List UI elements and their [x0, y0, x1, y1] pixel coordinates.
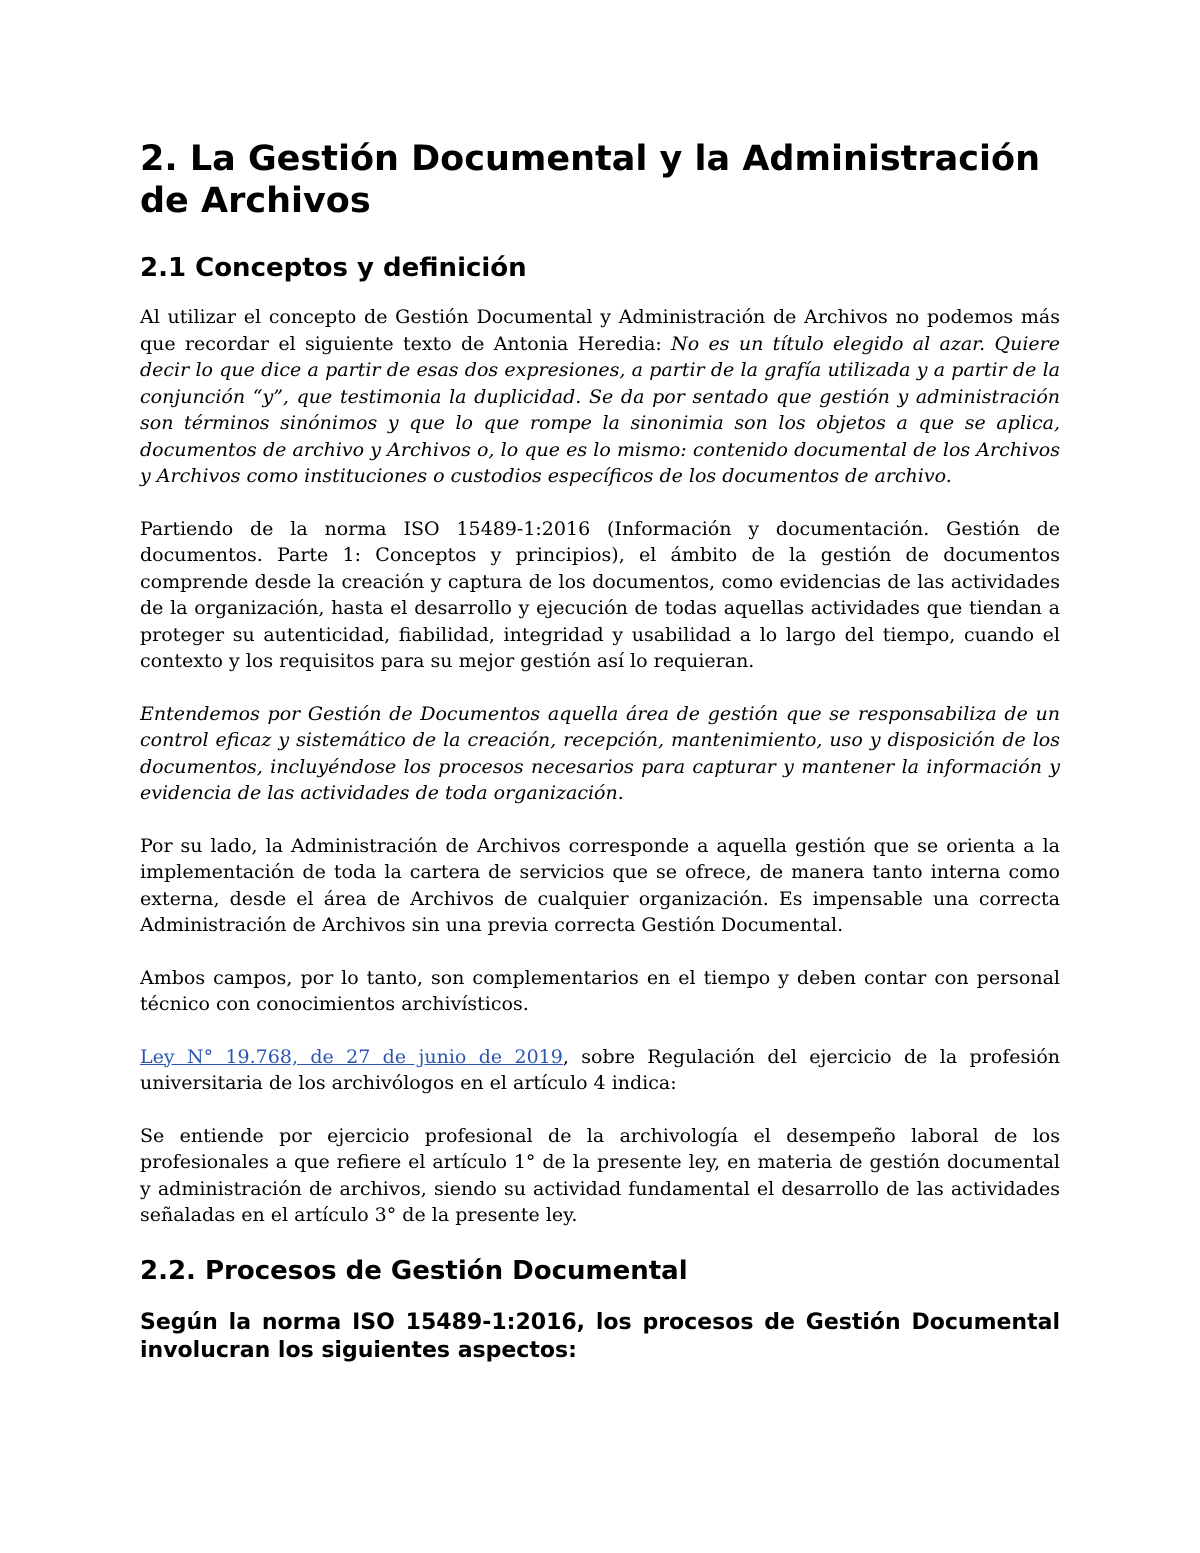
- paragraph-iso-norma: Partiendo de la norma ISO 15489-1:2016 (Información y documentación. Gestión de documentos. Parte 1: Conceptos y principios), el ámbito de la gestión de documentos comprende desde la creación y captura de los documentos, como evidencias de las actividades de la organización, hasta el desarrollo y ejecución de todas aquellas actividades que tiendan a proteger su autenticidad, fiabilidad, integridad y usabilidad a lo largo del tiempo, cuando el contexto y los requisitos para su mejor gestión así lo requieran.: [140, 517, 1060, 672]
- paragraph-ejercicio-profesional: Se entiende por ejercicio profesional de la archivología el desempeño laboral de los profesionales a que refiere el artículo 1° de la presente ley, en materia de gestión documental y administración de archivos, siendo su actividad fundamental el desarrollo de las actividades señaladas en el artículo 3° de la presente ley.: [140, 1124, 1060, 1226]
- section-heading-conceptos: 2.1 Conceptos y definición: [140, 253, 527, 283]
- document-title: 2. La Gestión Documental y la Administración de Archivos: [140, 139, 1041, 221]
- ley-link[interactable]: Ley N° 19.768, de 27 de junio de 2019: [140, 1045, 563, 1068]
- paragraph-heredia-quote: [140, 304, 1060, 490]
- paragraph-complementarios: Ambos campos, por lo tanto, son complementarios en el tiempo y deben contar con personal técnico con conocimientos archivísticos.: [140, 966, 1060, 1015]
- heredia-quote-text: No es un título elegido al azar. Quiere decir lo que dice a partir de esas dos expresiones, a partir de la grafía utilizada y a partir de la conjunción “y”, que testimonia la duplicidad. Se da por sentado que gestión y administración son términos sinónimos y que lo que rompe la sinonimia son los objetos a que se aplica, documentos de archivo y Archivos o, lo que es lo mismo: contenido documental de los Archivos y Archivos como instituciones o custodios específicos de los documentos de archivo.: [140, 332, 1060, 487]
- section-heading-procesos: 2.2. Procesos de Gestión Documental: [140, 1255, 688, 1286]
- paragraph-administracion-archivos: Por su lado, la Administración de Archivos corresponde a aquella gestión que se orienta a la implementación de toda la cartera de servicios que se ofrece, de manera tanto interna como externa, desde el área de Archivos de cualquier organización. Es impensable una correcta Administración de Archivos sin una previa correcta Gestión Documental.: [140, 834, 1060, 936]
- ley-rest-text: , sobre Regulación del ejercicio de la profesión universitaria de los archivólogos en el artículo 4 indica:: [140, 1045, 1060, 1094]
- paragraph-ley: [140, 1044, 1060, 1097]
- paragraph-definicion-gestion: Entendemos por Gestión de Documentos aquella área de gestión que se responsabiliza de un control eficaz y sistemático de la creación, recepción, mantenimiento, uso y disposición de los documentos, incluyéndose los procesos necesarios para capturar y mantener la información y evidencia de las actividades de toda organización.: [140, 702, 1060, 804]
- document-body: [140, 138, 1060, 1365]
- paragraph-intro-text: Al utilizar el concepto de Gestión Documental y Administración de Archivos no podemos más que recordar el siguiente texto de Antonia Heredia:: [140, 306, 1060, 355]
- paragraph-procesos-intro: Según la norma ISO 15489-1:2016, los procesos de Gestión Documental involucran los siguientes aspectos:: [140, 1309, 1060, 1363]
